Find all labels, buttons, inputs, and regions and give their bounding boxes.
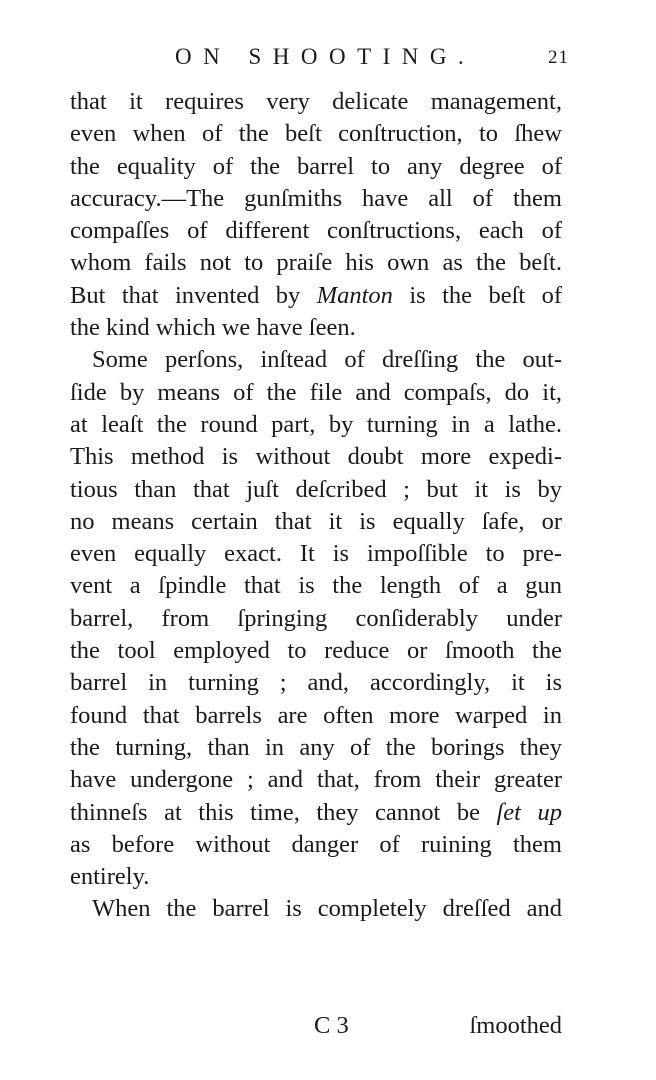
text-run: thinneſs at this time, they cannot be xyxy=(70,798,497,826)
text-line: at leaſt the round part, by turning in a lathe. xyxy=(70,410,562,438)
text-line: accuracy.—The gunſmiths have all of them xyxy=(70,184,562,212)
text-line xyxy=(70,797,562,829)
text-line: vent a ſpindle that is the length of a gun xyxy=(70,572,562,600)
text-line xyxy=(70,280,562,312)
text-line: ſide by means of the file and compaſs, do it, xyxy=(70,378,562,406)
text-line: that it requires very delicate management, xyxy=(70,88,562,115)
text-line: This method is without doubt more expedi- xyxy=(70,443,562,471)
text-line: the tool employed to reduce or ſmooth the xyxy=(70,637,562,665)
text-line-paragraph-end: entirely. xyxy=(70,863,150,891)
text-line: barrel in turning ; and, accordingly, it is xyxy=(70,669,562,697)
text-run: But that invented by xyxy=(70,281,317,309)
text-line: as before without danger of ruining them xyxy=(70,830,562,858)
text-line: have undergone ; and that, from their greater xyxy=(70,766,562,794)
text-line-paragraph-start: When the barrel is completely dreſſed and xyxy=(92,895,562,923)
page-footer xyxy=(70,1012,562,1046)
text-line: tious than that juſt deſcribed ; but it is by xyxy=(70,475,562,503)
italic-name-manton: Manton xyxy=(316,281,393,309)
italic-phrase-set-up: ſet up xyxy=(496,798,562,826)
text-run: is the beſt of xyxy=(392,281,563,309)
text-line: found that barrels are often more warped in xyxy=(70,701,562,729)
text-line: barrel, from ſpringing conſiderably under xyxy=(70,604,562,632)
text-line: compaſſes of different conſtructions, each of xyxy=(70,217,562,245)
text-line: whom fails not to praiſe his own as the beſt. xyxy=(70,249,562,277)
text-line-paragraph-end: the kind which we have ſeen. xyxy=(70,314,356,342)
running-title: ON SHOOTING. xyxy=(175,44,476,69)
text-line-paragraph-start: Some perſons, inſtead of dreſſing the out- xyxy=(92,346,562,374)
page-number: 21 xyxy=(548,47,569,68)
body-text xyxy=(70,86,562,926)
text-line: no means certain that it is equally ſafe, or xyxy=(70,507,562,535)
text-line: even when of the beſt conſtruction, to ſhew xyxy=(70,120,562,148)
signature-mark: C 3 xyxy=(314,1012,349,1039)
text-line: the equality of the barrel to any degree of xyxy=(70,152,562,180)
text-line: the turning, than in any of the borings they xyxy=(70,733,562,761)
catchword: ſmoothed xyxy=(469,1012,562,1039)
text-line: even equally exact. It is impoſſible to pre- xyxy=(70,540,562,568)
running-head xyxy=(0,44,656,84)
